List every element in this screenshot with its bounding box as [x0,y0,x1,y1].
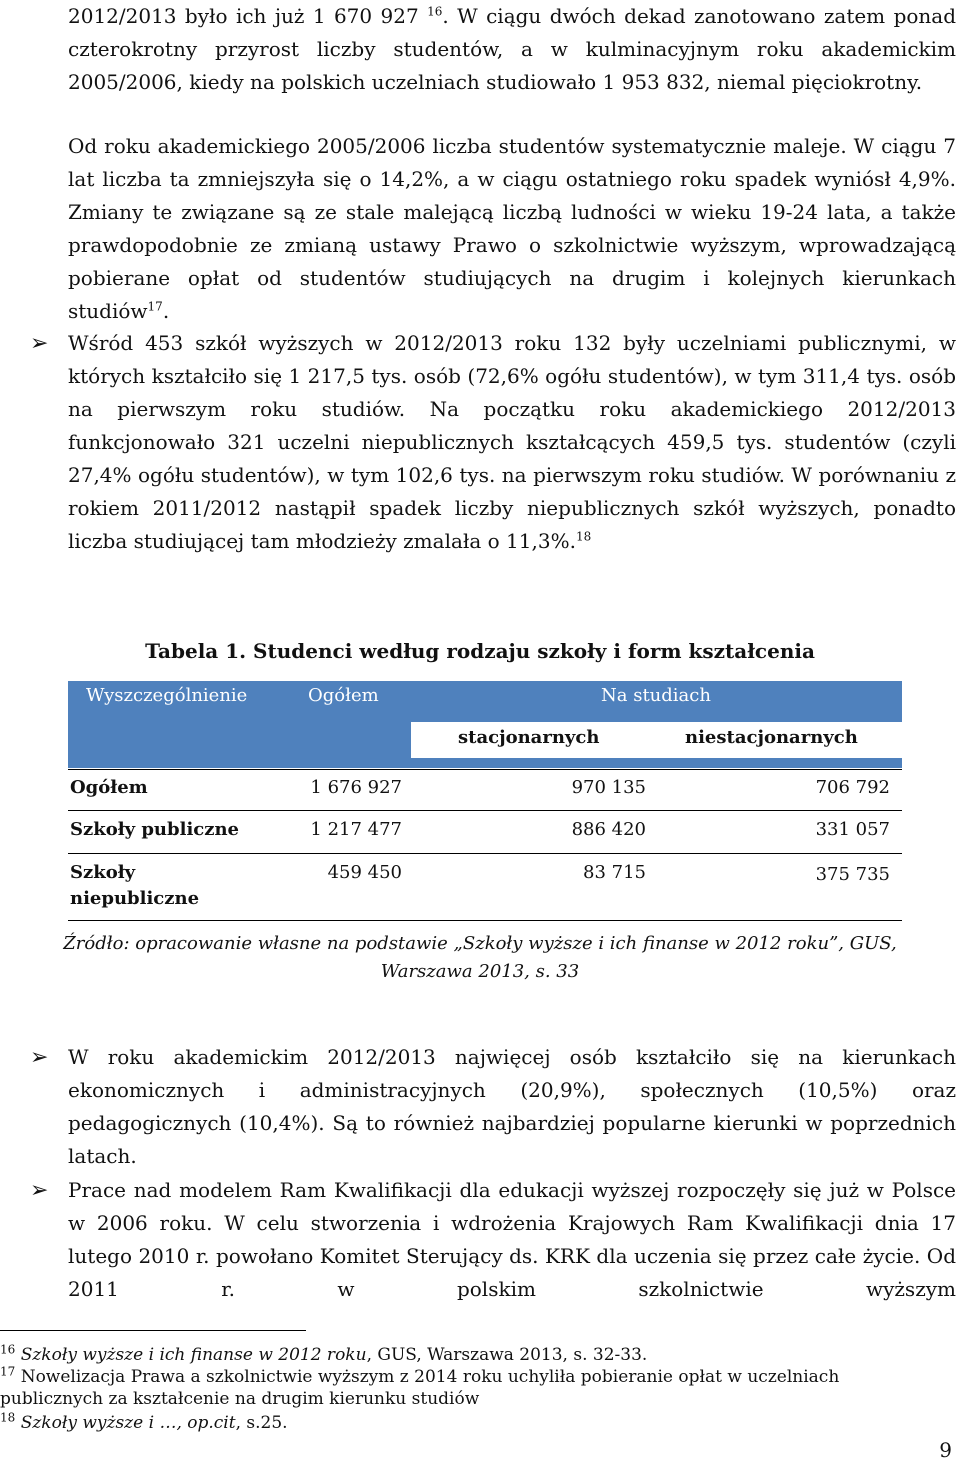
source-line1: Źródło: opracowanie własne na podstawie „Szkoły wyższe i ich finanse w 2012 roku”, GUS, [63,933,897,954]
intro-paragraph [68,0,956,99]
decline-end: . [162,299,170,323]
table-source [40,930,920,986]
header-col-study-mode: Na studiach [601,685,711,706]
bullet-qualifications-text: Prace nad modelem Ram Kwalifikacji dla edukacji wyższej rozpoczęły się już w Polsce w 2006 roku. W celu stworzenia i wdrożenia Krajowych Ram Kwalifikacji dnia 17 lutego 2010 r. powołano Komitet Sterujący ds. KRK dla uczenia się przez całe życie. Od 2011 r. w polskim szkolnictwie wyższym [68,1178,956,1301]
cell-part-time: 331 057 [815,819,890,840]
cell-full-time: 83 715 [583,862,646,883]
bullet-qualifications [68,1174,956,1306]
footnote-rest: , GUS, Warszawa 2013, s. 32-33. [366,1345,648,1365]
row-label: Ogółem [70,777,148,798]
header-col-total: Ogółem [308,685,379,706]
cell-full-time: 970 135 [571,777,646,798]
footnote-number: 16 [0,1342,16,1357]
footnote-16 [0,1344,950,1366]
footnote-divider [0,1330,306,1331]
bullet-arrow-icon: ➢ [30,331,49,356]
footnote-title: Szkoły wyższe i ich finanse w 2012 roku [20,1345,367,1365]
row-label-line2: niepubliczne [70,888,200,909]
decline-paragraph [68,130,956,328]
footnote-ref-17[interactable]: 17 [147,299,163,314]
cell-total: 1 676 927 [310,777,402,798]
intro-line1-post: . W ciągu dwóch dekad zanotowano zatem [442,4,886,28]
table-row [68,860,902,916]
intro-line1-pre: 2012/2013 było ich już 1 670 927 [68,4,419,28]
subheader-part-time: niestacjonarnych [685,727,858,748]
cell-total: 1 217 477 [310,819,402,840]
header-col-description: Wyszczególnienie [86,685,248,706]
table-rule-bottom [68,920,902,921]
footnote-ref-18[interactable]: 18 [575,529,592,544]
bullet-arrow-icon: ➢ [30,1045,49,1070]
footnote-rest: , s.25. [235,1413,288,1433]
bullet-arrow-icon: ➢ [30,1178,49,1203]
footnote-18 [0,1412,950,1434]
decline-text: Od roku akademickiego 2005/2006 liczba studentów systematycznie maleje. W ciągu 7 lat liczba ta zmniejszyła się o 14,2%, a w ciągu ostatniego roku spadek wyniósł 4,9%. Zmiany te związane są ze stale malejącą liczbą ludności w wieku 19-24 lata, a także prawdopodobnie ze zmianą ustawy Prawo o szkolnictwie wyższym, wprowadzającą pobierane opłat od studentów studiujących na drugim i kolejnych kierunkach studiów [68,134,956,323]
table-row [68,775,902,805]
footnote-17 [0,1366,950,1410]
footnote-line2: publicznych za kształcenie na drugim kierunku studiów [0,1389,480,1409]
bullet-universities [68,327,956,558]
table-subheader [411,722,902,758]
footnote-ref-16[interactable]: 16 [427,4,443,19]
table-row [68,817,902,847]
bullet-fields-of-study [68,1041,956,1173]
bullet-universities-text: Wśród 453 szkół wyższych w 2012/2013 roku 132 były uczelniami publicznymi, w których kształciło się 1 217,5 tys. osób (72,6% ogółu studentów), w tym 311,4 tys. osób na pierwszym roku studiów. Na początku roku akademickiego 2012/2013 funkcjonowało 321 uczelni niepublicznych kształcących 459,5 tys. studentów (czyli 27,4% ogółu studentów), w tym 102,6 tys. na pierwszym roku studiów. W porównaniu z rokiem 2011/2012 nastąpił spadek liczby niepublicznych szkół wyższych, ponadto liczba studiującej tam młodzieży zmalała o 11,3%. [68,331,956,553]
bullet-fields-text: W roku akademickim 2012/2013 najwięcej osób kształciło się na kierunkach ekonomicznych i administracyjnych (20,9%), społecznych (10,5%) oraz pedagogicznych (10,4%). Są to również najbardziej popularne kierunki w poprzednich latach. [68,1045,956,1168]
cell-total: 459 450 [327,862,402,883]
page-number: 9 [939,1438,952,1462]
footnote-line1: Nowelizacja Prawa a szkolnictwie wyższym z 2014 roku uchyliła pobieranie opłat w uczelniach [20,1367,840,1387]
source-line2: Warszawa 2013, s. 33 [380,961,580,982]
table-rule-top [68,769,902,770]
footnote-number: 17 [0,1364,16,1379]
cell-part-time: 375 735 [815,864,890,885]
cell-full-time: 886 420 [571,819,646,840]
row-label: Szkoły publiczne [70,819,240,840]
cell-part-time: 706 792 [815,777,890,798]
table-caption: Tabela 1. Studenci według rodzaju szkoły i form kształcenia [145,639,815,663]
row-label-line1: Szkoły [70,862,136,883]
table-rule [68,810,902,811]
footnote-number: 18 [0,1410,16,1425]
footnote-title: Szkoły wyższe i …, op.cit [20,1413,236,1433]
intro-rest: ponad czterokrotny przyrost liczby studentów, a w kulminacyjnym roku akademickim 2005/2006, kiedy na polskich uczelniach studiowało 1 953 832, niemal pięciokrotny. [68,4,957,94]
subheader-full-time: stacjonarnych [458,727,600,748]
table-rule [68,853,902,854]
